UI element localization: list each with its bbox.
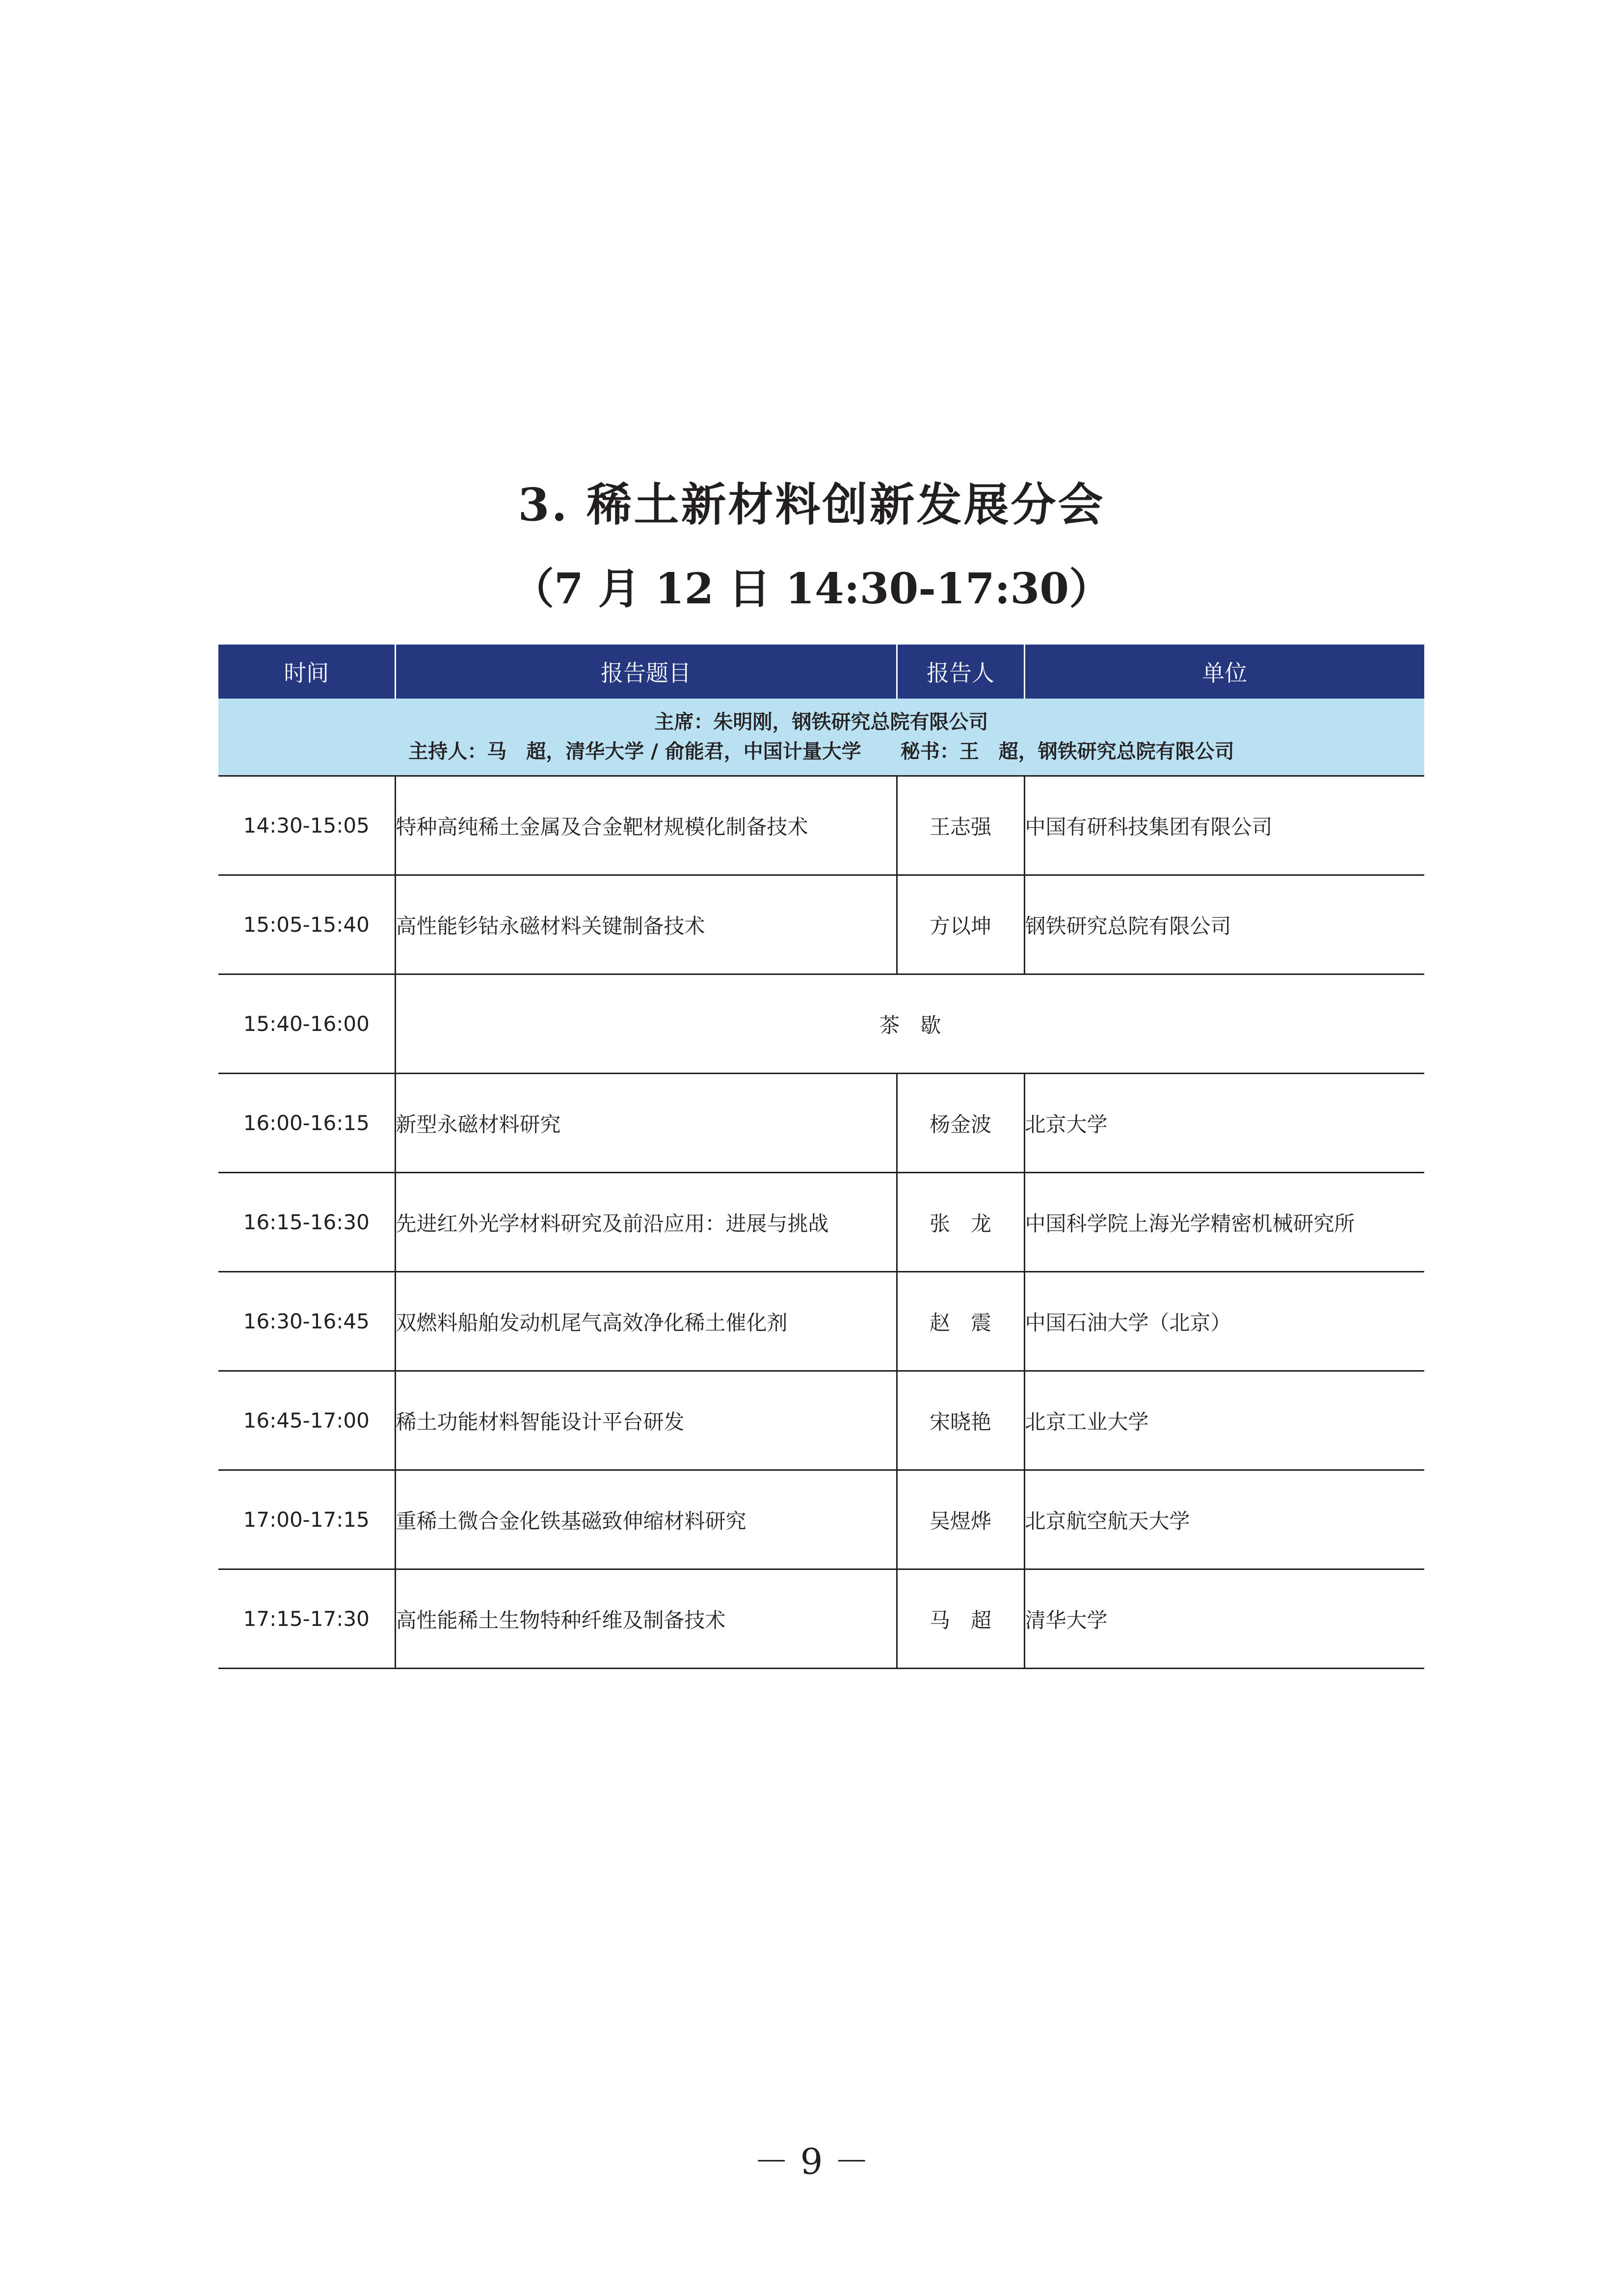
session-title: 3. 稀土新材料创新发展分会 — [518, 478, 1105, 531]
topic-cell: 稀土功能材料智能设计平台研发 — [395, 1371, 897, 1470]
topic-cell: 高性能稀土生物特种纤维及制备技术 — [395, 1569, 897, 1669]
speaker-cell: 方以坤 — [897, 875, 1024, 974]
page-number: － 9 － — [753, 2141, 870, 2182]
topic-cell: 先进红外光学材料研究及前沿应用：进展与挑战 — [395, 1173, 897, 1272]
time-cell: 17:00-17:15 — [218, 1470, 395, 1569]
unit-cell: 钢铁研究总院有限公司 — [1024, 875, 1424, 974]
table-row — [218, 1074, 1424, 1173]
time-cell: 16:15-16:30 — [218, 1173, 395, 1272]
time-cell: 16:45-17:00 — [218, 1371, 395, 1470]
column-header-topic: 报告题目 — [395, 645, 897, 699]
time-cell: 14:30-15:05 — [218, 776, 395, 875]
unit-cell: 中国科学院上海光学精密机械研究所 — [1024, 1173, 1424, 1272]
speaker-cell: 王志强 — [897, 776, 1024, 875]
unit-cell: 清华大学 — [1024, 1569, 1424, 1669]
table-row — [218, 776, 1424, 875]
speaker-cell: 赵 震 — [897, 1272, 1024, 1371]
topic-cell: 双燃料船舶发动机尾气高效净化稀土催化剂 — [395, 1272, 897, 1371]
unit-cell: 中国有研科技集团有限公司 — [1024, 776, 1424, 875]
host-secretary-line: 主持人：马 超，清华大学 / 俞能君，中国计量大学 秘书：王 超，钢铁研究总院有限公司 — [408, 740, 1234, 763]
unit-cell: 北京工业大学 — [1024, 1371, 1424, 1470]
chair-info-row — [218, 699, 1424, 776]
time-cell: 15:05-15:40 — [218, 875, 395, 974]
session-time: （7 月 12 日 14:30-17:30） — [511, 564, 1112, 614]
speaker-cell: 张 龙 — [897, 1173, 1024, 1272]
table-row — [218, 1470, 1424, 1569]
unit-cell: 北京大学 — [1024, 1074, 1424, 1173]
tea-break-row — [218, 974, 1424, 1074]
column-header-speaker: 报告人 — [897, 645, 1024, 699]
time-cell: 16:00-16:15 — [218, 1074, 395, 1173]
chair-line: 主席：朱明刚，钢铁研究总院有限公司 — [654, 711, 988, 733]
table-row — [218, 1371, 1424, 1470]
table-row — [218, 1173, 1424, 1272]
time-cell: 17:15-17:30 — [218, 1569, 395, 1669]
column-header-unit: 单位 — [1024, 645, 1424, 699]
unit-cell: 北京航空航天大学 — [1024, 1470, 1424, 1569]
speaker-cell: 马 超 — [897, 1569, 1024, 1669]
time-cell: 16:30-16:45 — [218, 1272, 395, 1371]
column-header-time: 时间 — [218, 645, 395, 699]
table-row — [218, 875, 1424, 974]
speaker-cell: 宋晓艳 — [897, 1371, 1024, 1470]
topic-cell: 特种高纯稀土金属及合金靶材规模化制备技术 — [395, 776, 897, 875]
table-row — [218, 1272, 1424, 1371]
topic-cell: 重稀土微合金化铁基磁致伸缩材料研究 — [395, 1470, 897, 1569]
topic-cell: 高性能钐钴永磁材料关键制备技术 — [395, 875, 897, 974]
speaker-cell: 吴煜烨 — [897, 1470, 1024, 1569]
chair-info — [218, 699, 1424, 776]
topic-cell: 新型永磁材料研究 — [395, 1074, 897, 1173]
time-cell: 15:40-16:00 — [218, 974, 395, 1074]
table-header-row — [218, 645, 1424, 699]
speaker-cell: 杨金波 — [897, 1074, 1024, 1173]
unit-cell: 中国石油大学（北京） — [1024, 1272, 1424, 1371]
schedule-table — [218, 645, 1424, 1669]
table-row — [218, 1569, 1424, 1669]
tea-break-cell: 茶 歇 — [395, 974, 1424, 1074]
